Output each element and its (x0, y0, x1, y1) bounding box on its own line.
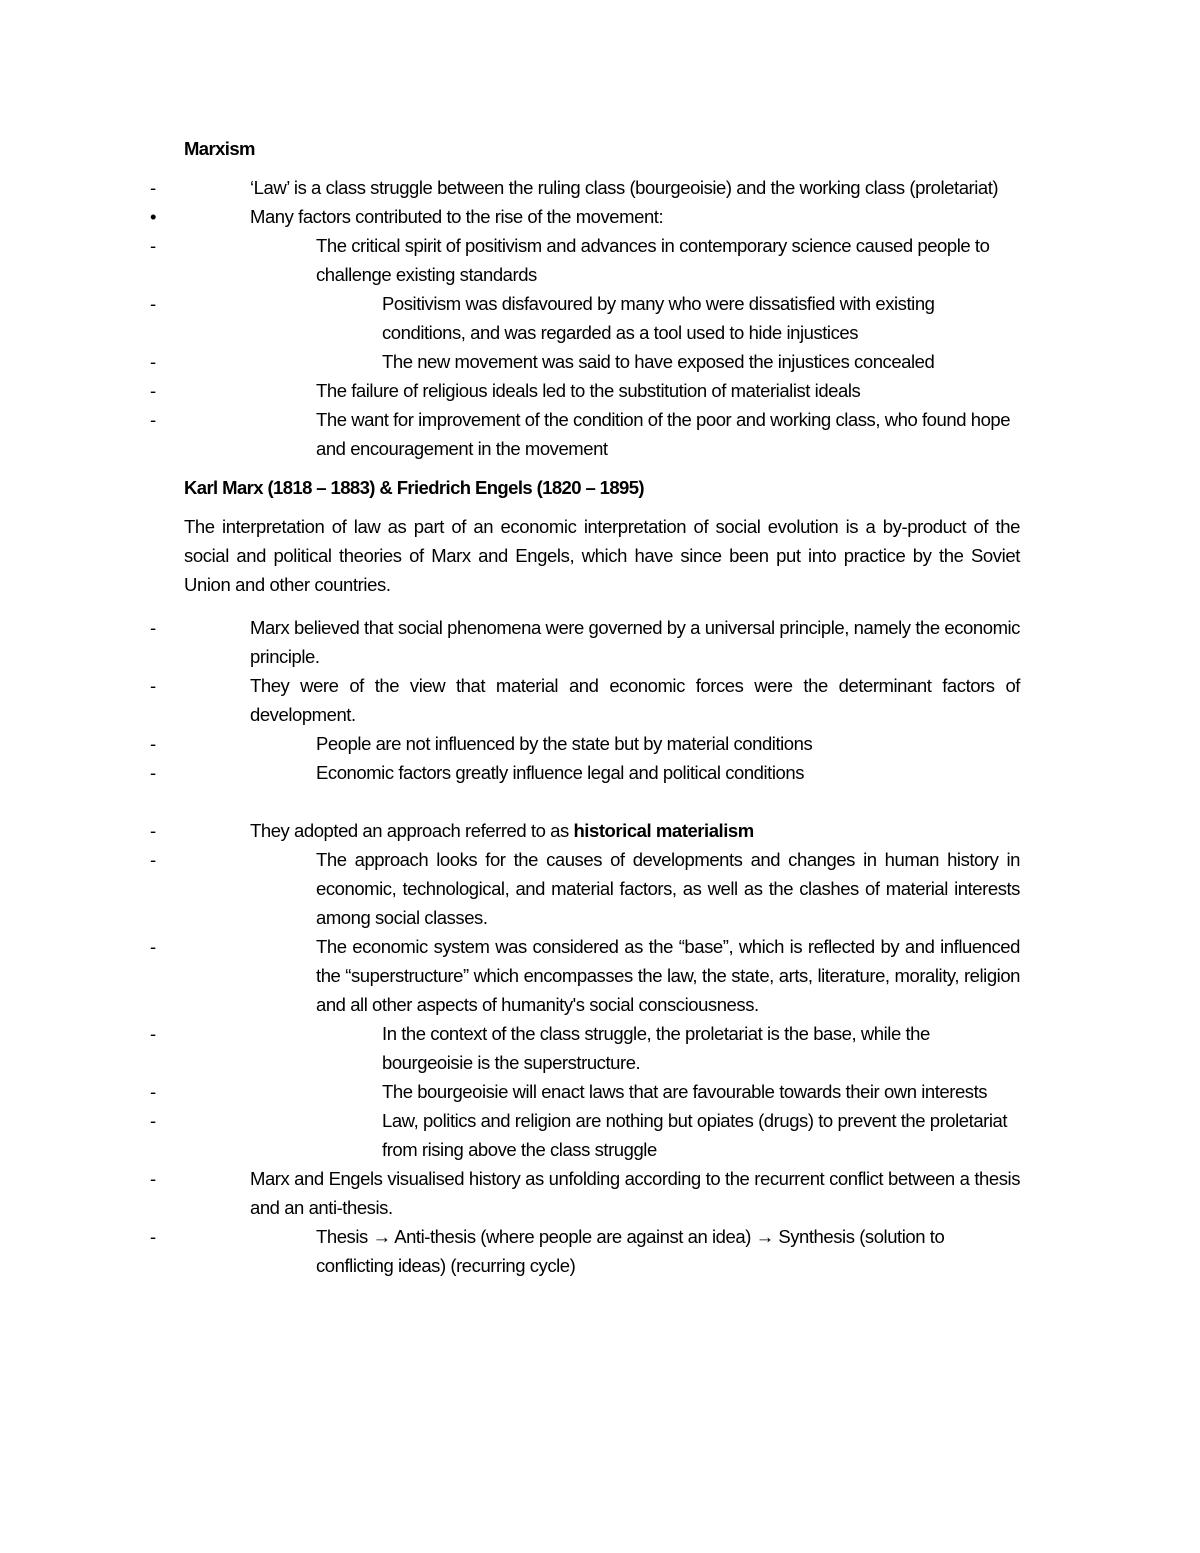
dash-marker: - (150, 762, 156, 783)
list-item: - Thesis → Anti-thesis (where people are against an idea) → Synthesis (solution to conflicting ideas) (recurring cycle) (184, 1222, 1020, 1280)
list-item: - ‘Law’ is a class struggle between the ruling class (bourgeoisie) and the working class (proletariat) (184, 173, 1020, 202)
dash-marker: - (150, 380, 156, 401)
marxism-list (150, 173, 1020, 463)
bullet-marker: • (150, 206, 157, 227)
marx-engels-list (150, 613, 1020, 787)
dash-marker: - (150, 1226, 156, 1247)
list-item: - People are not influenced by the state but by material conditions (184, 729, 1020, 758)
historical-materialism-list (150, 816, 1020, 1280)
section-heading-marxism: Marxism (184, 138, 255, 159)
dash-marker: - (150, 351, 156, 372)
dash-marker: - (150, 235, 156, 256)
list-item: - The failure of religious ideals led to the substitution of materialist ideals (184, 376, 1020, 405)
dash-marker: - (150, 936, 156, 957)
list-item: - The bourgeoisie will enact laws that are favourable towards their own interests (184, 1077, 1020, 1106)
dash-marker: - (150, 177, 156, 198)
dash-marker: - (150, 675, 156, 696)
dash-marker: - (150, 849, 156, 870)
emphasis-term: historical materialism (573, 820, 754, 841)
list-item: • Many factors contributed to the rise of the movement: (184, 202, 1020, 231)
list-item: - The new movement was said to have exposed the injustices concealed (184, 347, 1020, 376)
list-item: - Marx and Engels visualised history as unfolding according to the recurrent conflict between a thesis and an anti-thesis. (184, 1164, 1020, 1222)
list-item: - The approach looks for the causes of developments and changes in human history in economic, technological, and material factors, as well as the clashes of material interests among social classes. (184, 845, 1020, 932)
dash-marker: - (150, 1110, 156, 1131)
dash-marker: - (150, 820, 156, 841)
dash-marker: - (150, 733, 156, 754)
list-item: - The critical spirit of positivism and advances in contemporary science caused people to challenge existing standards (184, 231, 1020, 289)
dash-marker: - (150, 1023, 156, 1044)
list-item: - Economic factors greatly influence legal and political conditions (184, 758, 1020, 787)
dash-marker: - (150, 293, 156, 314)
section-heading-marx-engels: Karl Marx (1818 – 1883) & Friedrich Engels (1820 – 1895) (184, 477, 644, 498)
dash-marker: - (150, 409, 156, 430)
list-item: - Positivism was disfavoured by many who were dissatisfied with existing conditions, and was regarded as a tool used to hide injustices (184, 289, 1020, 347)
list-item: - The want for improvement of the condition of the poor and working class, who found hope and encouragement in the movement (184, 405, 1020, 463)
dash-marker: - (150, 617, 156, 638)
list-item: - In the context of the class struggle, the proletariat is the base, while the bourgeoisie is the superstructure. (184, 1019, 1020, 1077)
list-item: - They adopted an approach referred to as historical materialism (184, 816, 1020, 845)
dash-marker: - (150, 1168, 156, 1189)
intro-paragraph: The interpretation of law as part of an economic interpretation of social evolution is a by-product of the social and political theories of Marx and Engels, which have since been put into practice by the Soviet Union and other countries. (184, 516, 1020, 595)
dash-marker: - (150, 1081, 156, 1102)
list-item: - Marx believed that social phenomena were governed by a universal principle, namely the economic principle. (184, 613, 1020, 671)
list-item: - Law, politics and religion are nothing but opiates (drugs) to prevent the proletariat from rising above the class struggle (184, 1106, 1020, 1164)
list-item: - They were of the view that material and economic forces were the determinant factors of development. (184, 671, 1020, 729)
list-item: - The economic system was considered as the “base”, which is reflected by and influenced the “superstructure” which encompasses the law, the state, arts, literature, morality, religion and all other aspects of humanity's social consciousness. (184, 932, 1020, 1019)
